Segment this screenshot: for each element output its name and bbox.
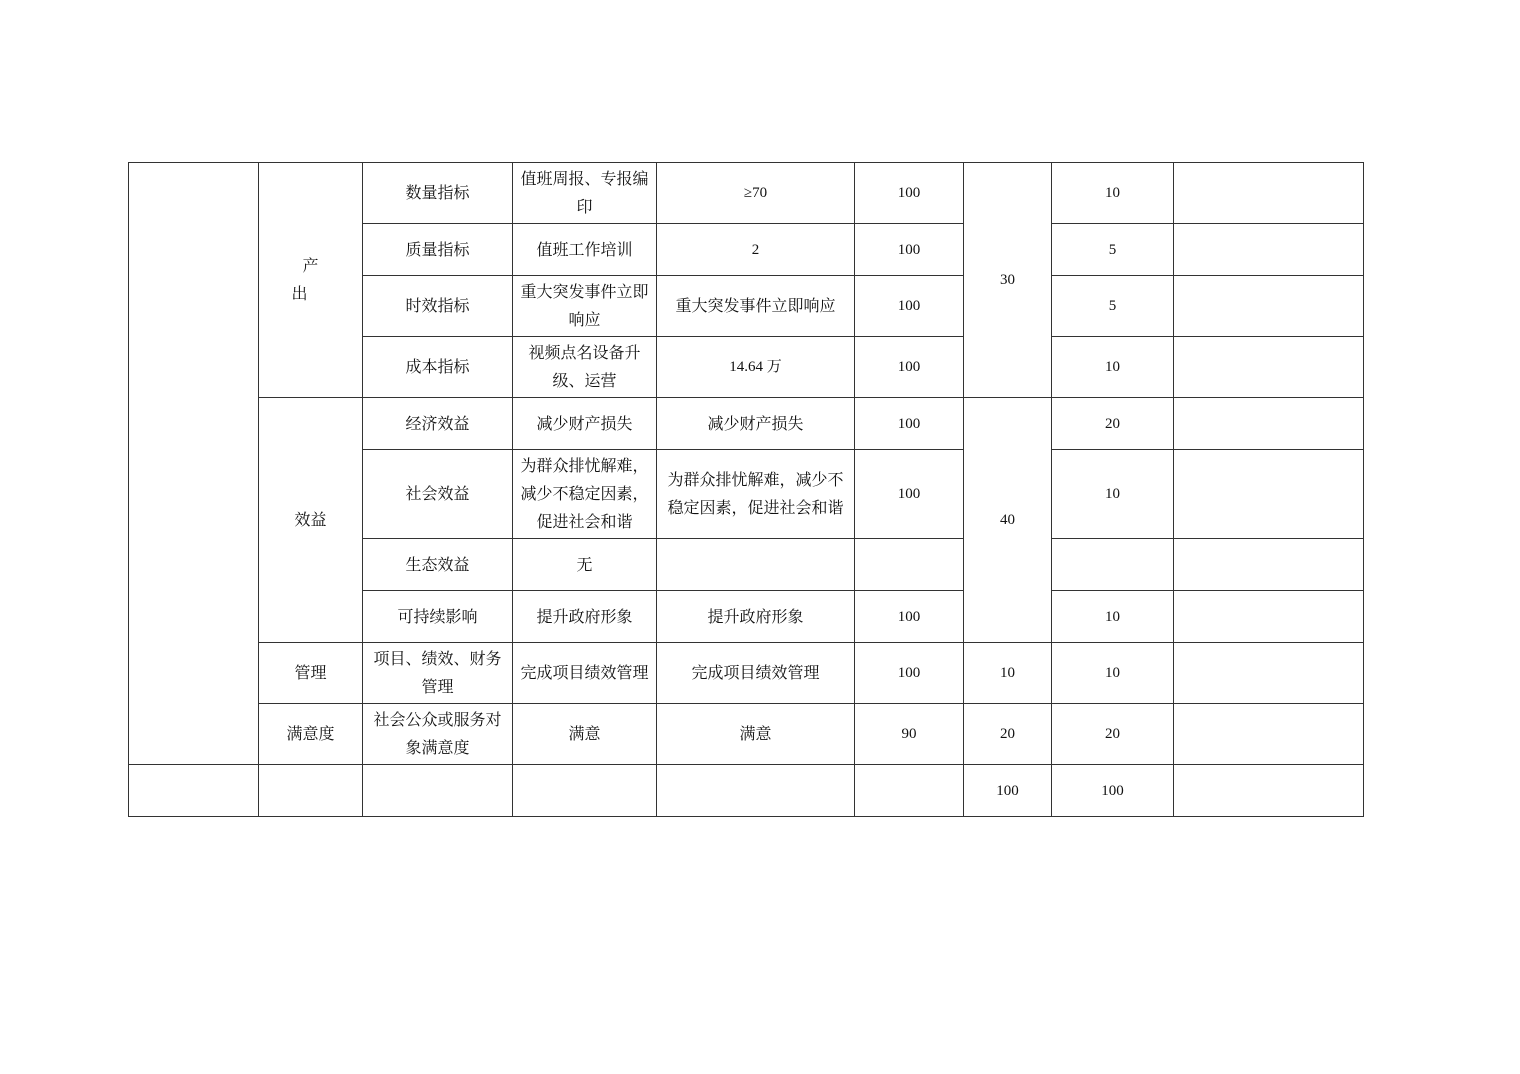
target-cell: 完成项目绩效管理 [657, 643, 855, 704]
indicator-cell: 社会公众或服务对象满意度 [363, 704, 513, 765]
target-cell: 14.64 万 [657, 337, 855, 398]
target-cell: ≥70 [657, 163, 855, 224]
score-cell: 10 [1052, 163, 1174, 224]
detail-cell: 无 [513, 539, 657, 591]
detail-cell: 重大突发事件立即响应 [513, 276, 657, 337]
detail-cell: 值班工作培训 [513, 224, 657, 276]
group-weight-cell: 40 [964, 398, 1052, 643]
note-cell [1174, 450, 1364, 539]
actual-cell: 100 [855, 224, 964, 276]
indicator-cell: 经济效益 [363, 398, 513, 450]
note-cell [1174, 765, 1364, 817]
target-cell: 满意 [657, 704, 855, 765]
indicator-cell: 生态效益 [363, 539, 513, 591]
blank-cell [855, 765, 964, 817]
table-row [129, 704, 1364, 765]
note-cell [1174, 704, 1364, 765]
indicator-cell: 项目、绩效、财务管理 [363, 643, 513, 704]
actual-cell: 100 [855, 276, 964, 337]
score-cell [1052, 539, 1174, 591]
blank-cell [363, 765, 513, 817]
score-cell: 5 [1052, 224, 1174, 276]
score-cell: 20 [1052, 398, 1174, 450]
note-cell [1174, 398, 1364, 450]
indicator-cell: 数量指标 [363, 163, 513, 224]
detail-cell: 满意 [513, 704, 657, 765]
note-cell [1174, 539, 1364, 591]
total-score-cell: 100 [1052, 765, 1174, 817]
detail-cell: 完成项目绩效管理 [513, 643, 657, 704]
target-cell [657, 539, 855, 591]
actual-cell: 90 [855, 704, 964, 765]
actual-cell: 100 [855, 591, 964, 643]
blank-cell [259, 765, 363, 817]
table-row [129, 398, 1364, 450]
blank-cell [513, 765, 657, 817]
category-cell: 产 出 [259, 163, 363, 398]
table-row [129, 163, 1364, 224]
score-cell: 10 [1052, 591, 1174, 643]
score-cell: 10 [1052, 643, 1174, 704]
actual-cell: 100 [855, 450, 964, 539]
table-row [129, 643, 1364, 704]
actual-cell [855, 539, 964, 591]
score-cell: 10 [1052, 450, 1174, 539]
indicator-cell: 可持续影响 [363, 591, 513, 643]
blank-cell [657, 765, 855, 817]
target-cell: 为群众排忧解难，减少不稳定因素，促进社会和谐 [657, 450, 855, 539]
indicator-cell: 成本指标 [363, 337, 513, 398]
target-cell: 重大突发事件立即响应 [657, 276, 855, 337]
detail-cell: 为群众排忧解难，减少不稳定因素，促进社会和谐 [513, 450, 657, 539]
target-cell: 提升政府形象 [657, 591, 855, 643]
note-cell [1174, 276, 1364, 337]
note-cell [1174, 224, 1364, 276]
total-weight-cell: 100 [964, 765, 1052, 817]
actual-cell: 100 [855, 163, 964, 224]
indicator-cell: 质量指标 [363, 224, 513, 276]
blank-cell [129, 163, 259, 765]
score-cell: 20 [1052, 704, 1174, 765]
note-cell [1174, 591, 1364, 643]
performance-table [128, 162, 1364, 817]
actual-cell: 100 [855, 643, 964, 704]
category-cell: 管理 [259, 643, 363, 704]
indicator-cell: 社会效益 [363, 450, 513, 539]
total-row [129, 765, 1364, 817]
weight-cell: 20 [964, 704, 1052, 765]
detail-cell: 视频点名设备升级、运营 [513, 337, 657, 398]
group-weight-cell: 30 [964, 163, 1052, 398]
weight-cell: 10 [964, 643, 1052, 704]
score-cell: 10 [1052, 337, 1174, 398]
blank-cell [129, 765, 259, 817]
score-cell: 5 [1052, 276, 1174, 337]
category-cell: 满意度 [259, 704, 363, 765]
detail-cell: 减少财产损失 [513, 398, 657, 450]
indicator-cell: 时效指标 [363, 276, 513, 337]
note-cell [1174, 163, 1364, 224]
detail-cell: 提升政府形象 [513, 591, 657, 643]
actual-cell: 100 [855, 337, 964, 398]
note-cell [1174, 643, 1364, 704]
target-cell: 2 [657, 224, 855, 276]
actual-cell: 100 [855, 398, 964, 450]
category-cell: 效益 [259, 398, 363, 643]
detail-cell: 值班周报、专报编印 [513, 163, 657, 224]
note-cell [1174, 337, 1364, 398]
target-cell: 减少财产损失 [657, 398, 855, 450]
